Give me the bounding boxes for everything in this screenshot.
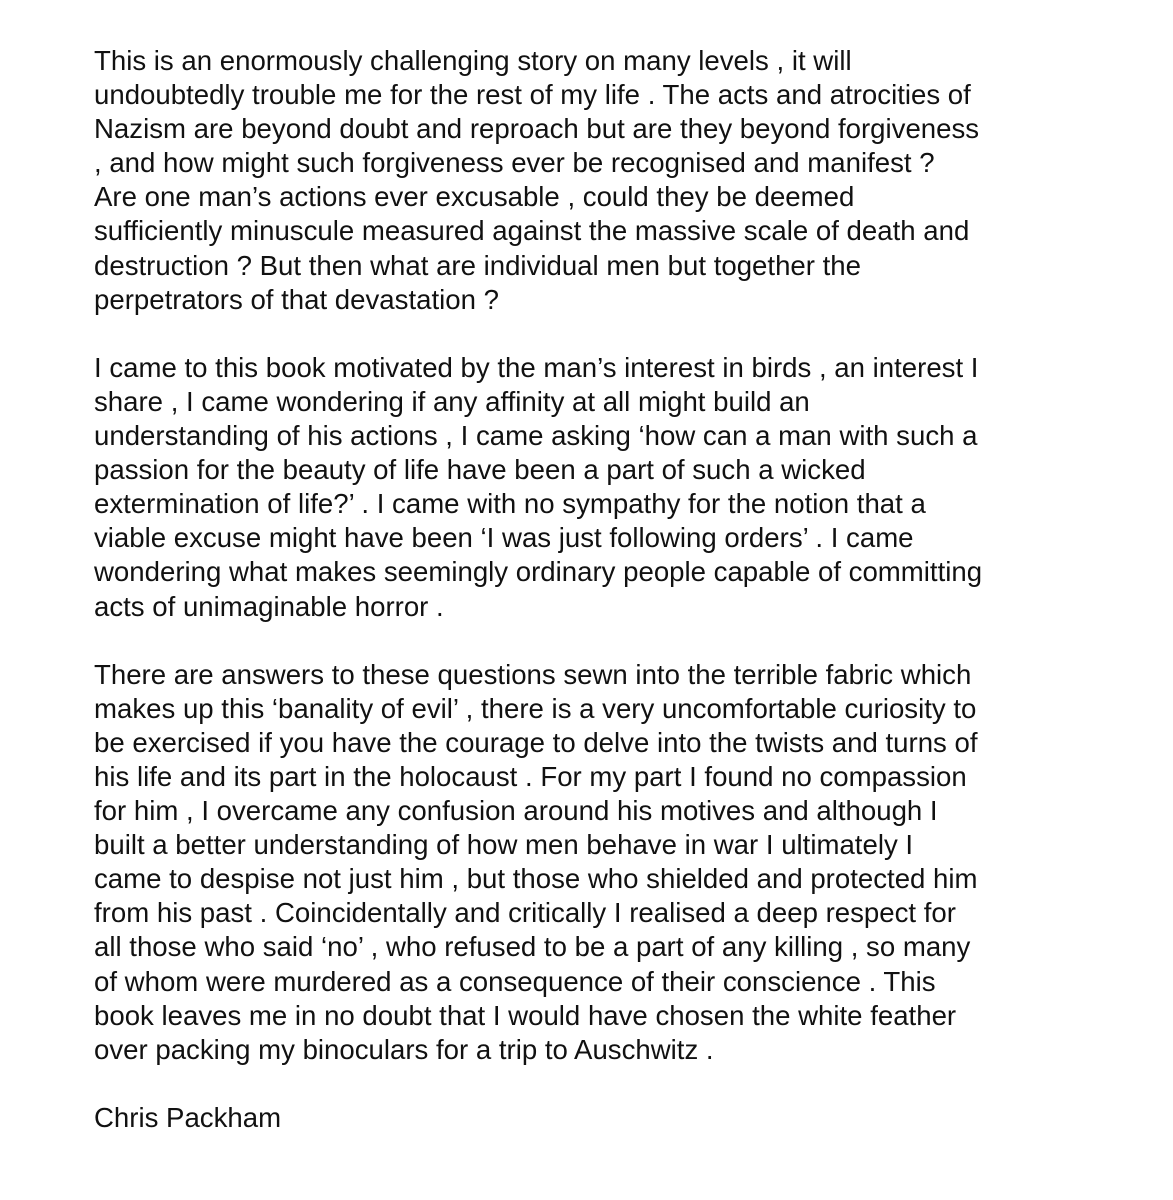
document-body xyxy=(94,44,1154,1135)
text-line: I came to this book motivated by the man’s interest in birds , an interest I xyxy=(94,351,979,383)
text-line: be exercised if you have the courage to delve into the twists and turns of xyxy=(94,726,978,758)
text-line: came to despise not just him , but those who shielded and protected him xyxy=(94,863,978,895)
text-line: of whom were murdered as a consequence of their conscience . This xyxy=(94,965,936,997)
text-line: over packing my binoculars for a trip to Auschwitz . xyxy=(94,1033,714,1065)
paragraph-1 xyxy=(94,44,1154,317)
text-line: destruction ? But then what are individual men but together the xyxy=(94,249,861,281)
text-line: book leaves me in no doubt that I would have chosen the white feather xyxy=(94,999,957,1031)
text-line: sufficiently minuscule measured against the massive scale of death and xyxy=(94,215,970,247)
text-line: Are one man’s actions ever excusable , could they be deemed xyxy=(94,181,855,213)
text-line: acts of unimaginable horror . xyxy=(94,590,444,622)
text-line: from his past . Coincidentally and critically I realised a deep respect for xyxy=(94,897,956,929)
paragraph-3 xyxy=(94,658,1154,1067)
text-line: for him , I overcame any confusion around his motives and although I xyxy=(94,795,938,827)
text-line: all those who said ‘no’ , who refused to be a part of any killing , so many xyxy=(94,931,971,963)
text-line: built a better understanding of how men behave in war I ultimately I xyxy=(94,829,914,861)
text-line: Nazism are beyond doubt and reproach but are they beyond forgiveness xyxy=(94,113,980,145)
text-line: his life and its part in the holocaust . For my part I found no compassion xyxy=(94,760,967,792)
text-line: perpetrators of that devastation ? xyxy=(94,283,499,315)
text-line: wondering what makes seemingly ordinary people capable of committing xyxy=(94,556,983,588)
text-line: share , I came wondering if any affinity at all might build an xyxy=(94,385,810,417)
text-line: undoubtedly trouble me for the rest of my life . The acts and atrocities of xyxy=(94,79,971,111)
author-signature: Chris Packham xyxy=(94,1101,282,1133)
text-line: extermination of life?’ . I came with no sympathy for the notion that a xyxy=(94,488,926,520)
text-line: This is an enormously challenging story on many levels , it will xyxy=(94,45,852,76)
text-line: There are answers to these questions sewn into the terrible fabric which xyxy=(94,658,972,690)
text-line: , and how might such forgiveness ever be recognised and manifest ? xyxy=(94,147,935,179)
text-line: viable excuse might have been ‘I was just following orders’ . I came xyxy=(94,522,914,554)
text-line: understanding of his actions , I came asking ‘how can a man with such a xyxy=(94,420,978,452)
text-line: passion for the beauty of life have been a part of such a wicked xyxy=(94,454,866,486)
text-line: makes up this ‘banality of evil’ , there is a very uncomfortable curiosity to xyxy=(94,692,977,724)
paragraph-2 xyxy=(94,351,1154,624)
